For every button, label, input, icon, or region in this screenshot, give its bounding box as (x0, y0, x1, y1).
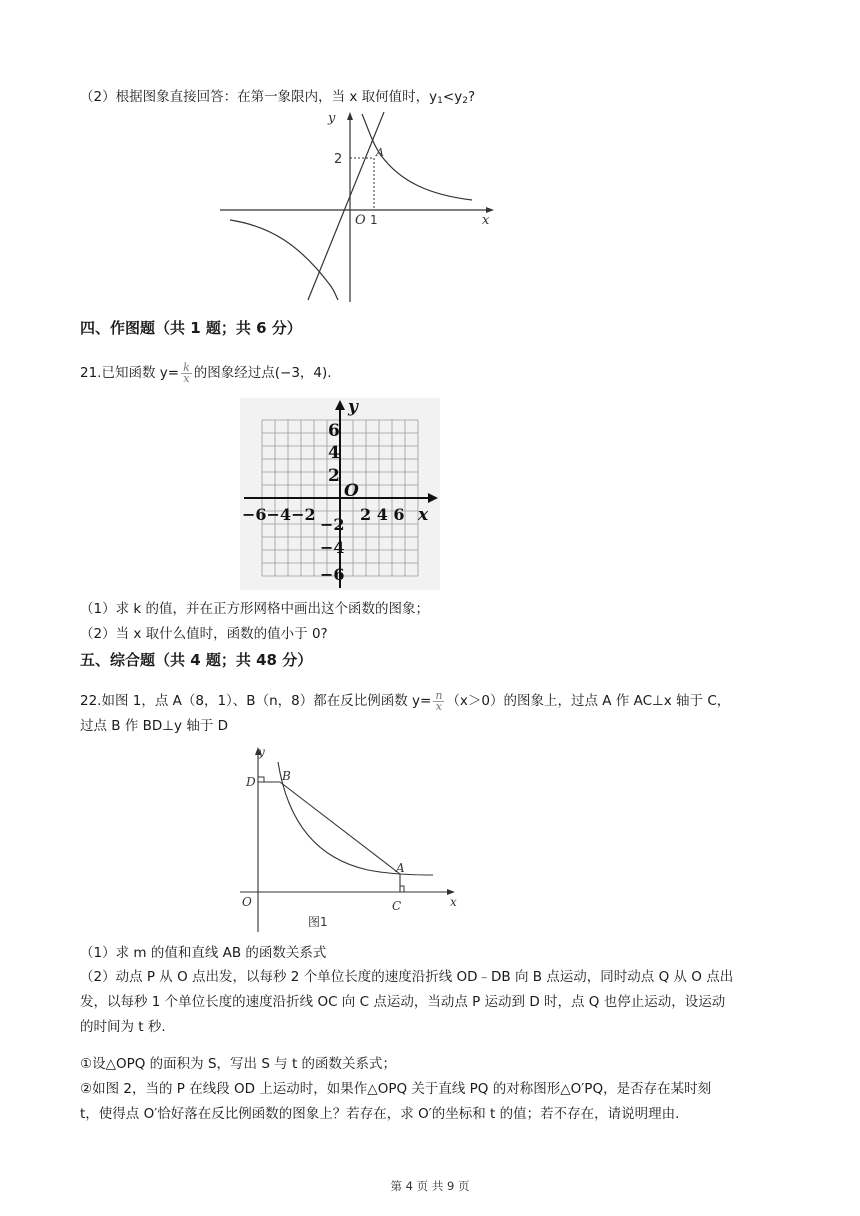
q22-x-label: x (450, 895, 457, 909)
q22-part1: （1）求 m 的值和直线 AB 的函数关系式 (80, 945, 327, 961)
q21-fraction: $\frac{k}{x}$ (183, 360, 190, 385)
q22-point-B: B (282, 769, 291, 783)
q22-fraction: $\frac{n}{x}$ (435, 688, 443, 713)
q21-ytick-4: 4 (328, 443, 340, 463)
q21-ytick-neg6: −6 (320, 565, 345, 584)
q22-stem-line2: 过点 B 作 BD⊥y 轴于 D (80, 718, 229, 734)
q20-x-label: x (482, 213, 490, 228)
q21-x-label: x (418, 505, 429, 525)
q20-origin: O (355, 213, 366, 228)
q21-ytick-6: 6 (328, 421, 340, 441)
q22-sub2-line2: t，使得点 O′恰好落在反比例函数的图象上？若存在，求 O′的坐标和 t 的值；若不存在，请说明理由. (80, 1106, 680, 1122)
q20-y-label: y (328, 111, 336, 126)
q22-caption: 图1 (308, 915, 328, 929)
q20-tick-2: 2 (334, 152, 343, 167)
q22-point-C: C (392, 899, 402, 913)
q22-sub2-line1: ②如图 2，当的 P 在线段 OD 上运动时，如果作△OPQ 关于直线 PQ 的对称图形△O′PQ，是否存在某时刻 (80, 1081, 712, 1097)
page-footer: 第 4 页 共 9 页 (390, 1179, 470, 1193)
q20-point-A: A (376, 146, 384, 159)
q22-sub1: ①设△OPQ 的面积为 S，写出 S 与 t 的函数关系式； (80, 1056, 397, 1072)
q22-origin: O (242, 895, 252, 909)
q21-origin: O (344, 481, 359, 501)
q20-tick-1: 1 (370, 213, 378, 227)
q21-part2: （2）当 x 取什么值时，函数的值小于 0? (80, 626, 328, 642)
q22-stem-line1: 22.如图 1，点 A（8，1）、B（n，8）都在反比例函数 y= $\frac{n}{x}$ （x＞0）的图象上，过点 A 作 AC⊥x 轴于 C， (80, 688, 731, 713)
q22-part2-line3: 的时间为 t 秒. (80, 1019, 166, 1035)
q22-point-A: A (396, 861, 405, 875)
q22-part2-line2: 发，以每秒 1 个单位长度的速度沿折线 OC 向 C 点运动，当动点 P 运动到 D 时，点 Q 也停止运动，设运动 (80, 994, 726, 1010)
q21-ytick-neg4: −4 (320, 538, 345, 557)
q21-xticks-right: 2 4 6 (360, 505, 405, 524)
section5-title: 五、综合题（共 4 题；共 48 分） (80, 651, 313, 669)
q22-point-D: D (246, 775, 256, 789)
q21-xticks-left: −6−4−2 (242, 505, 316, 524)
q22-y-label: y (258, 745, 265, 759)
q20-graph (210, 110, 510, 310)
q22-part2-line1: （2）动点 P 从 O 点出发，以每秒 2 个单位长度的速度沿折线 OD﹣DB 向 B 点运动，同时动点 Q 从 O 点出 (80, 969, 734, 985)
section4-title: 四、作图题（共 1 题；共 6 分） (80, 319, 302, 337)
q21-stem: 21.已知函数 y= $\frac{k}{x}$ 的图象经过点(−3，4). (80, 360, 332, 385)
q21-grid (240, 398, 440, 590)
q21-ytick-2: 2 (328, 466, 340, 486)
q22-figure (228, 744, 468, 934)
q21-ytick-neg2: −2 (320, 515, 345, 534)
q21-part1: （1）求 k 的值，并在正方形网格中画出这个函数的图象； (80, 601, 429, 617)
q20-part2: （2）根据图象直接回答：在第一象限内，当 x 取何值时，$y_1<y_2$? (80, 89, 476, 106)
q21-y-label: y (348, 397, 358, 417)
